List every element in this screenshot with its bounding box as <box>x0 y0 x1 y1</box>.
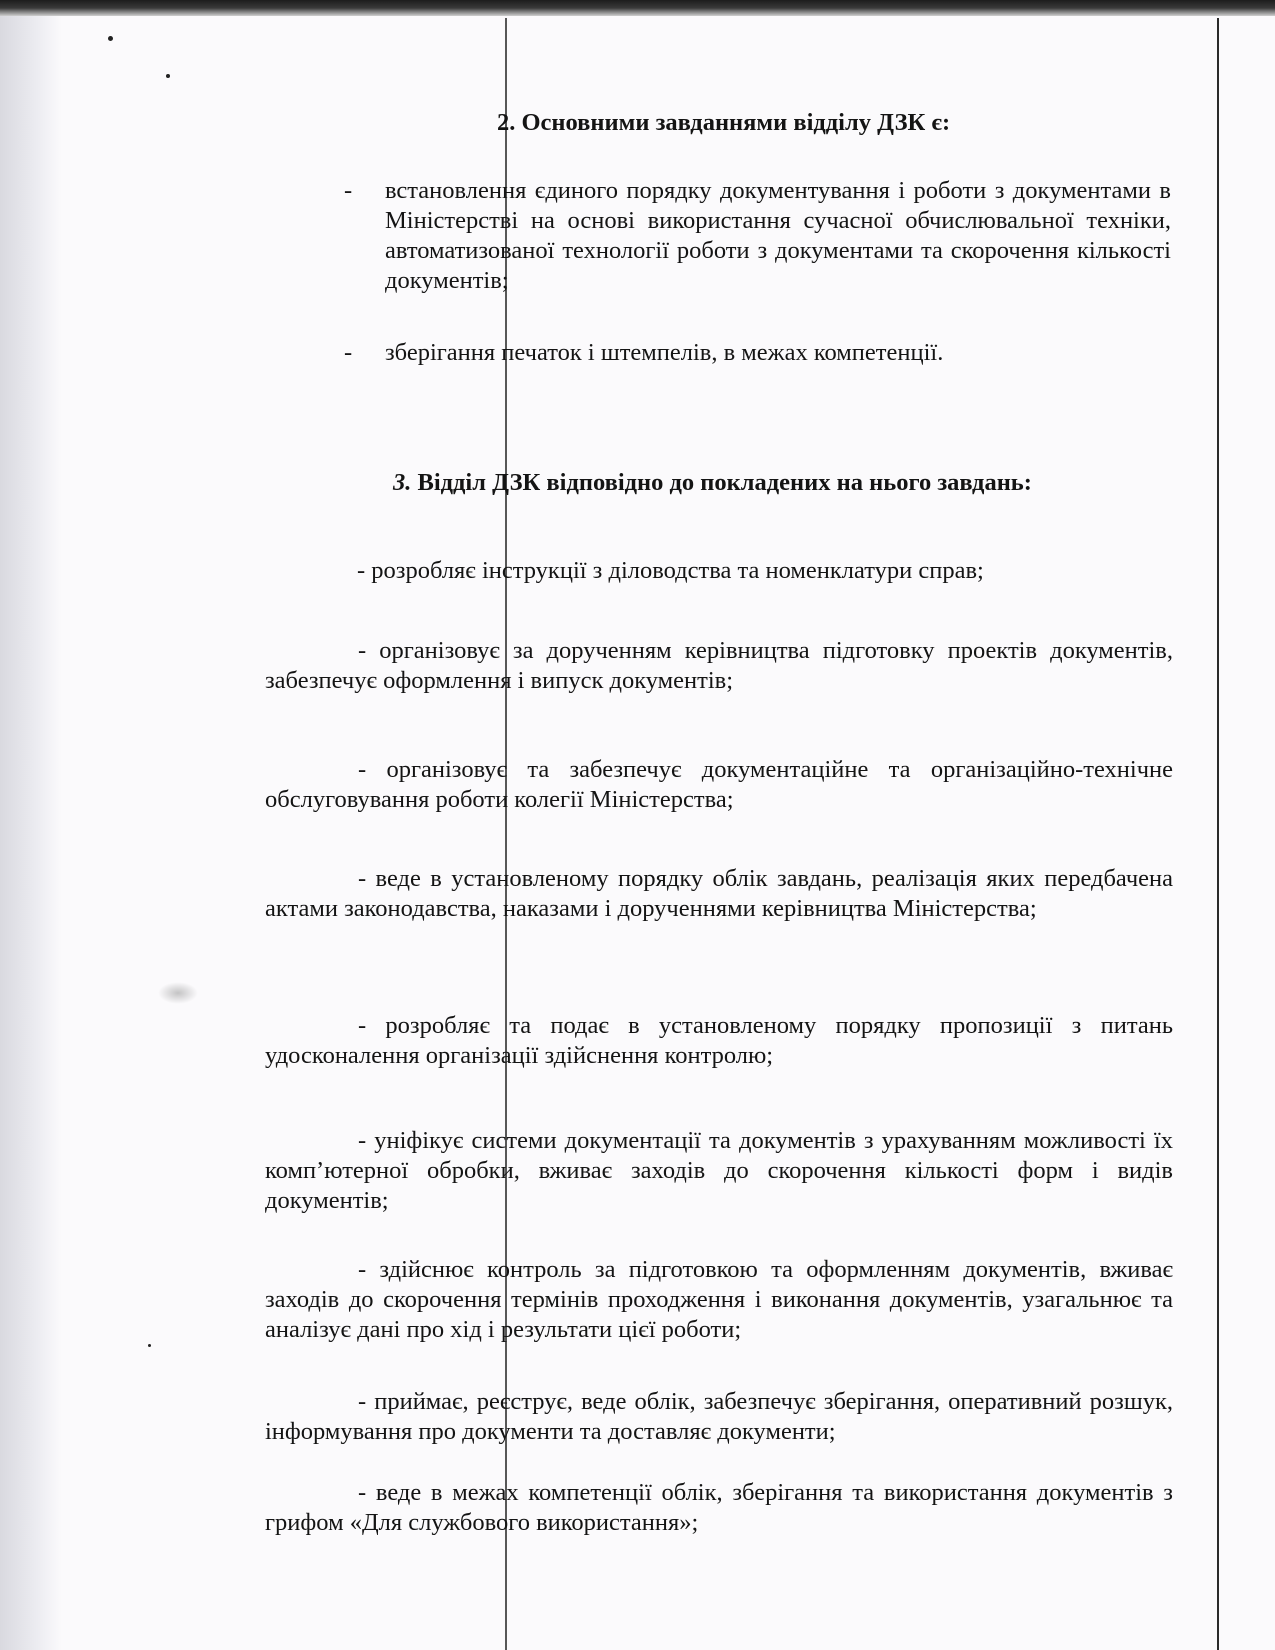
paragraph: - організовує за дорученням керівництва підготовку проектів документів, забезпечує оформлення і випуск документів; <box>265 637 1173 694</box>
list-item-text: встановлення єдиного порядку документування і роботи з документами в Міністерстві на основі використання сучасної обчислювальної техніки, автоматизованої технології роботи з документами та скорочення кількості документів; <box>385 177 1171 294</box>
paragraph: - уніфікує системи документації та документів з урахуванням можливості їх комп’ютерної обробки, вживає заходів до скорочення кількості форм і видів документів; <box>265 1127 1173 1214</box>
list-item-text: зберігання печаток і штемпелів, в межах компетенції. <box>385 339 944 366</box>
scan-speck <box>108 36 113 41</box>
paragraph: - розробляє інструкції з діловодства та номенклатури справ; <box>357 557 984 584</box>
paragraph: - здійснює контроль за підготовкою та оформленням документів, вживає заходів до скорочення термінів проходження і виконання документів, узагальнює та аналізує дані про хід і результати цієї роботи; <box>265 1256 1173 1343</box>
section-3-heading <box>393 469 1032 497</box>
paragraph: - приймає, реєструє, веде облік, забезпечує зберігання, оперативний розшук, інформування про документи та доставляє документи; <box>265 1388 1173 1445</box>
scan-speck <box>166 74 170 78</box>
paragraph: - організовує та забезпечує документаційне та організаційно-технічне обслуговування роботи колегії Міністерства; <box>265 756 1173 813</box>
list-bullet: - <box>344 339 353 366</box>
section-3-number: 3. <box>393 469 412 496</box>
scan-top-edge <box>0 0 1275 16</box>
page-right-border <box>1217 18 1219 1650</box>
list-bullet: - <box>344 177 353 204</box>
section-2-heading: 2. Основними завданнями відділу ДЗК є: <box>497 109 951 136</box>
scan-speck <box>148 1344 151 1347</box>
paragraph: - веде в установленому порядку облік завдань, реалізація яких передбачена актами законодавства, наказами і дорученнями керівництва Міністерства; <box>265 865 1173 922</box>
scan-left-edge <box>0 0 62 1650</box>
paragraph: - розробляє та подає в установленому порядку пропозиції з питань удосконалення організації здійснення контролю; <box>265 1012 1173 1069</box>
scan-smudge <box>158 982 198 1004</box>
paragraph: - веде в межах компетенції облік, зберігання та використання документів з грифом «Для службового використання»; <box>265 1479 1173 1536</box>
section-3-title: Відділ ДЗК відповідно до покладених на нього завдань: <box>417 469 1032 496</box>
